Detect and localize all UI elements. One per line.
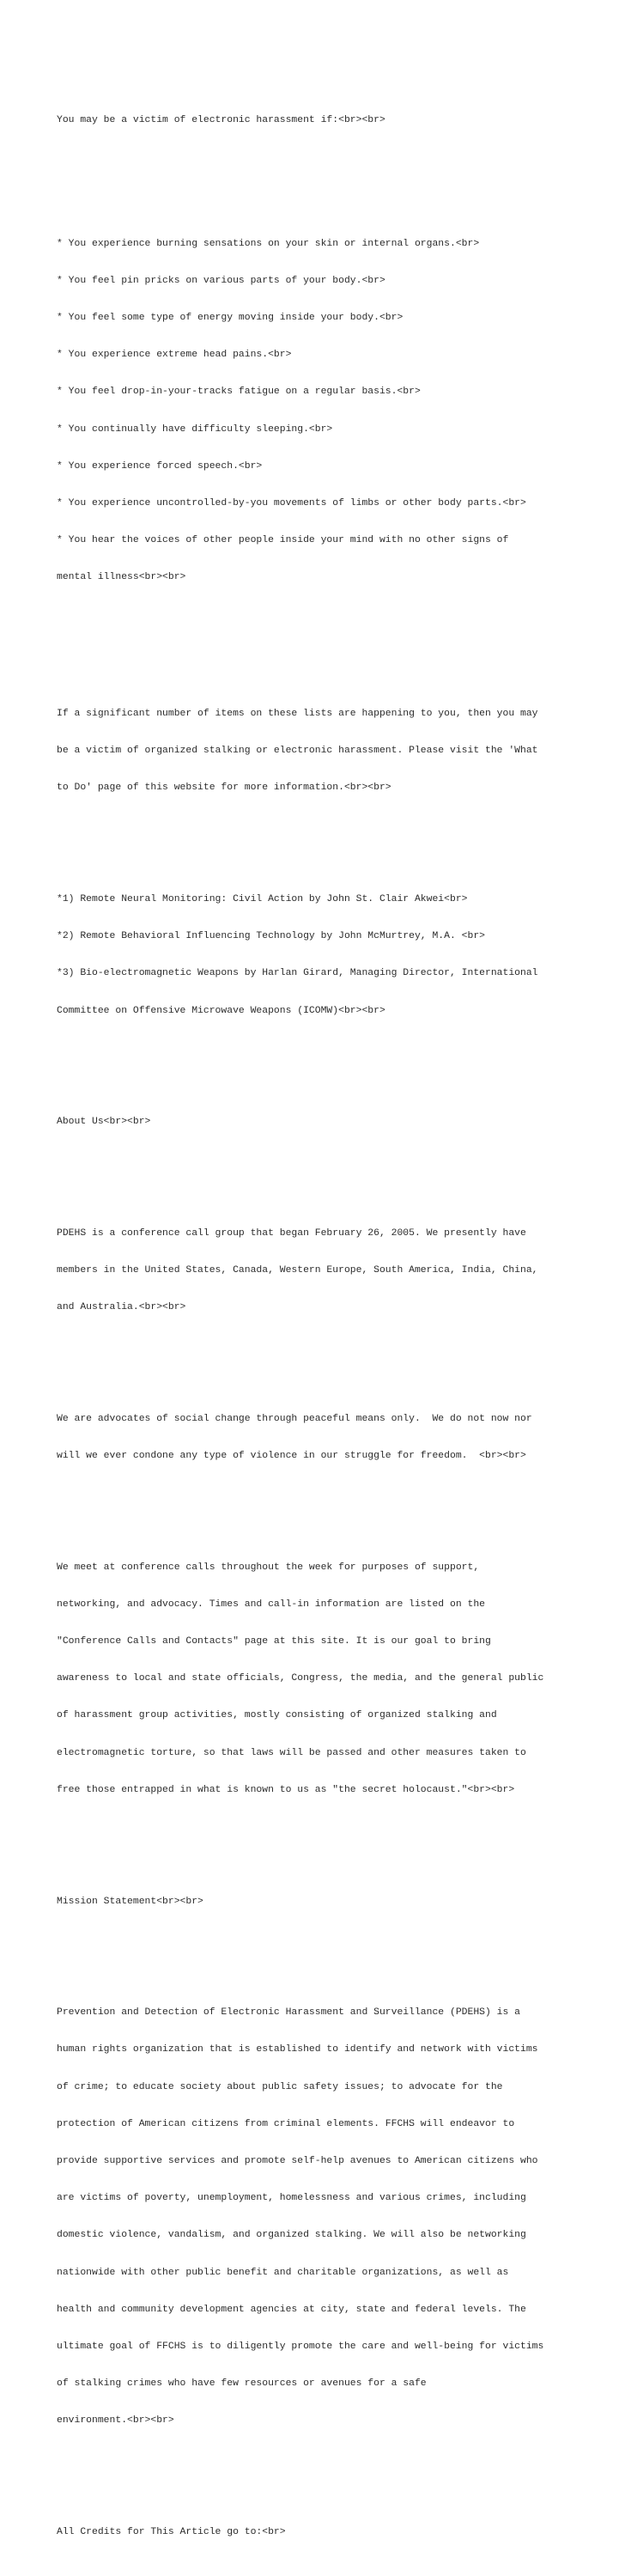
text-line: to Do' page of this website for more information.<br><br>: [57, 783, 391, 794]
text-line: will we ever condone any type of violence in our struggle for freedom. <br><br>: [57, 1451, 526, 1462]
text-line: protection of American citizens from criminal elements. FFCHS will endeavor to: [57, 2118, 515, 2129]
text-line: If a significant number of items on these lists are happening to you, then you may: [57, 708, 538, 719]
about-heading: [57, 1091, 572, 1153]
reference-item: *3) Bio-electromagnetic Weapons by Harlan Girard, Managing Director, International: [57, 968, 538, 979]
list-item: * You experience uncontrolled-by-you movements of limbs or other body parts.<br>: [57, 498, 526, 509]
conference-paragraph: [57, 1537, 572, 1821]
mission-paragraph: [57, 1982, 572, 2451]
text-line: environment.<br><br>: [57, 2415, 174, 2427]
mission-heading: [57, 1871, 572, 1933]
reference-item: *1) Remote Neural Monitoring: Civil Action by John St. Clair Akwei<br>: [57, 893, 468, 904]
references: [57, 868, 572, 1042]
document-page: [57, 64, 572, 2576]
text-line: electromagnetic torture, so that laws will be passed and other measures taken to: [57, 1747, 526, 1758]
list-item: * You feel some type of energy moving inside your body.<br>: [57, 313, 404, 324]
about-paragraph: [57, 1203, 572, 1338]
text-line: members in the United States, Canada, Western Europe, South America, India, China,: [57, 1265, 538, 1276]
symptom-list: [57, 213, 572, 609]
text-line: You may be a victim of electronic harassment if:<br><br>: [57, 114, 385, 125]
list-item: * You hear the voices of other people inside your mind with no other signs of: [57, 535, 509, 546]
text-line: nationwide with other public benefit and charitable organizations, as well as: [57, 2267, 509, 2278]
text-line: are victims of poverty, unemployment, homelessness and various crimes, including: [57, 2193, 526, 2204]
text-line: be a victim of organized stalking or electronic harassment. Please visit the 'What: [57, 746, 538, 757]
text-line: awareness to local and state officials, Congress, the media, and the general public: [57, 1673, 544, 1684]
section-heading: Mission Statement<br><br>: [57, 1896, 203, 1907]
text-line: "Conference Calls and Contacts" page at this site. It is our goal to bring: [57, 1636, 491, 1647]
list-item: * You experience burning sensations on your skin or internal organs.<br>: [57, 238, 480, 249]
text-line: ultimate goal of FFCHS is to diligently promote the care and well-being for victims: [57, 2341, 544, 2352]
list-item: * You continually have difficulty sleeping.<br>: [57, 423, 333, 435]
list-item: * You experience forced speech.<br>: [57, 460, 263, 472]
reference-item: *2) Remote Behavioral Influencing Technology by John McMurtrey, M.A. <br>: [57, 931, 485, 942]
advocates-paragraph: [57, 1388, 572, 1487]
list-item: * You feel pin pricks on various parts of your body.<br>: [57, 275, 385, 286]
text-line: domestic violence, vandalism, and organized stalking. We will also be networking: [57, 2230, 526, 2241]
text-line: PDEHS is a conference call group that began February 26, 2005. We presently have: [57, 1227, 526, 1239]
text-line: of stalking crimes who have few resources or avenues for a safe: [57, 2378, 427, 2390]
significance-paragraph: [57, 683, 572, 819]
text-line: provide supportive services and promote self-help avenues to American citizens who: [57, 2155, 538, 2166]
list-item: * You feel drop-in-your-tracks fatigue on a regular basis.<br>: [57, 387, 421, 398]
section-heading: About Us<br><br>: [57, 1117, 151, 1128]
text-line: Prevention and Detection of Electronic Harassment and Surveillance (PDEHS) is a: [57, 2007, 521, 2019]
text-line: of crime; to educate society about public safety issues; to advocate for the: [57, 2081, 503, 2092]
text-line: All Credits for This Article go to:<br>: [57, 2526, 286, 2537]
text-line: health and community development agencies at city, state and federal levels. The: [57, 2304, 526, 2315]
list-item: * You experience extreme head pains.<br>: [57, 350, 292, 361]
list-item: mental illness<br><br>: [57, 572, 186, 583]
text-line: and Australia.<br><br>: [57, 1302, 186, 1313]
text-line: networking, and advocacy. Times and call-in information are listed on the: [57, 1599, 485, 1610]
text-line: We meet at conference calls throughout the week for purposes of support,: [57, 1562, 480, 1573]
text-line: human rights organization that is established to identify and network with victims: [57, 2044, 538, 2055]
text-line: free those entrapped in what is known to us as "the secret holocaust."<br><br>: [57, 1784, 515, 1795]
text-line: We are advocates of social change through peaceful means only. We do not now nor: [57, 1413, 532, 1424]
text-line: of harassment group activities, mostly consisting of organized stalking and: [57, 1710, 497, 1721]
intro-heading: [57, 89, 572, 151]
reference-item: Committee on Offensive Microwave Weapons (ICOMW)<br><br>: [57, 1005, 385, 1016]
credits-line: [57, 2501, 572, 2563]
